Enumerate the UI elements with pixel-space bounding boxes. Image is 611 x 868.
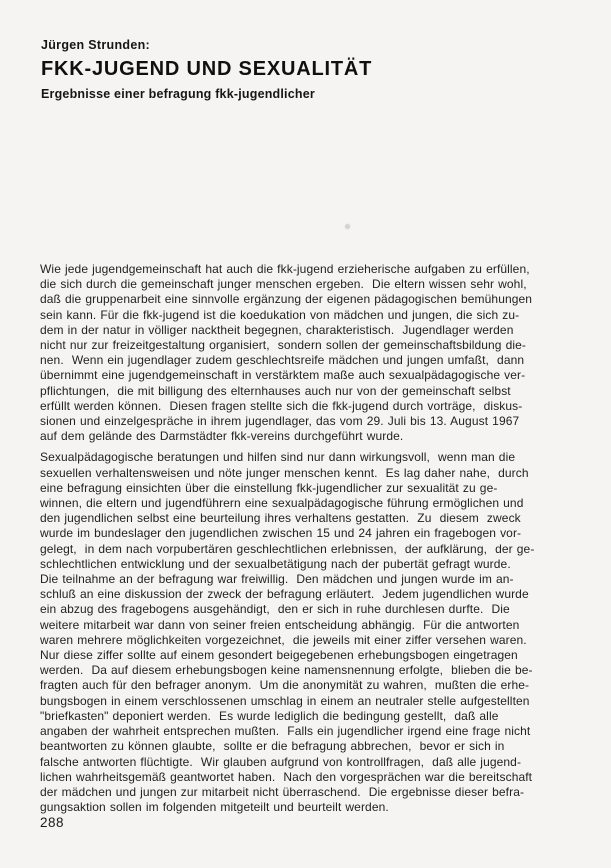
- text-line: schlechtlichen entwicklung und der sexualbetätigung nach der pubertät gefragt wurde.: [40, 556, 511, 571]
- text-line: übernimmt eine jugendgemeinschaft in verstärktem maße auch sexualpädagogische ver-: [40, 368, 526, 383]
- text-line: Nur diese ziffer sollte auf einem gesondert beigegebenen erhebungsbogen eingetragen: [40, 648, 518, 663]
- text-line: gungsaktion sollen im folgenden mitgeteilt und beurteilt werden.: [40, 800, 389, 815]
- body-text: [40, 262, 572, 821]
- text-line: Sexualpädagogische beratungen und hilfen sind nur dann wirkungsvoll, wenn man die: [40, 450, 516, 465]
- text-line: dem in der natur in völliger nacktheit begegnen, charakteristisch. Jugendlager werden: [40, 322, 514, 337]
- text-line: pflichtungen, die mit billigung des elternhauses auch nur von der gemeinschaft selbst: [40, 383, 511, 398]
- text-line: lichen wahrheitsgemäß geantwortet haben. Nach den vorgesprächen war die bereitschaft: [40, 769, 533, 784]
- text-line: sionen und einzelgespräche in ihrem jugendlager, das vom 29. Juli bis 13. August 1967: [40, 414, 520, 429]
- text-line: auf dem gelände des Darmstädter fkk-vereins durchgeführt wurde.: [40, 429, 404, 444]
- text-line: nen. Wenn ein jugendlager zudem geschlechtsreife mädchen und jungen umfaßt, dann: [40, 353, 525, 368]
- text-line: ein abzug des fragebogens ausgehändigt, den er sich in ruhe durchlesen durfte. Die: [40, 602, 510, 617]
- text-line: bungsbogen in einem verschlossenen umschlag in einem an neutraler stelle aufgestellten: [40, 693, 530, 708]
- text-line: beantworten zu können glaubte, sollte er die befragung abbrechen, bevor er sich in: [40, 739, 505, 754]
- text-line: Wie jede jugendgemeinschaft hat auch die fkk-jugend erzieherische aufgaben zu erfüllen,: [40, 262, 530, 276]
- subtitle: Ergebnisse einer befragung fkk-jugendlicher: [41, 87, 315, 101]
- text-line: eine befragung einsichten über die einstellung fkk-jugendlicher zur sexualität zu ge-: [40, 480, 498, 495]
- text-line: schluß an eine diskussion der zweck der befragung erläutert. Jedem jugendlichen wurde: [40, 587, 529, 602]
- text-line: weitere mitarbeit war dann von seiner freien entscheidung abhängig. Für die antworten: [40, 617, 520, 632]
- text-line: gelegt, in dem nach vorpubertären geschlechtlichen erlebnissen, der aufklärung, der ge-: [40, 541, 535, 556]
- header-block: [41, 38, 372, 101]
- page-title: FKK-JUGEND UND SEXUALITÄT: [41, 58, 373, 80]
- text-line: "briefkasten" deponiert werden. Es wurde lediglich die bedingung gestellt, daß alle: [40, 708, 499, 723]
- scan-speck: [345, 224, 350, 229]
- paragraph: [40, 450, 572, 815]
- text-line: nicht nur zur freizeitgestaltung organisiert, sondern sollen der gemeinschaftsbildung die-: [40, 338, 527, 353]
- text-line: wurde im bundeslager den jugendlichen zwischen 15 und 24 jahren ein fragebogen vor-: [40, 526, 522, 541]
- text-line: werden. Da auf diesem erhebungsbogen keine namensnennung erfolgte, blieben die be-: [40, 663, 533, 678]
- page-number: 288: [40, 815, 65, 830]
- text-line: sein kann. Für die fkk-jugend ist die koedukation von mädchen und jungen, die sich zu-: [40, 307, 520, 322]
- author-line: Jürgen Strunden:: [41, 38, 150, 52]
- text-line: erfüllt werden können. Diesen fragen stellte sich die fkk-jugend durch vorträge, diskus-: [40, 398, 523, 413]
- text-line: falsche antworten flüchtigte. Wir glauben aufgrund von kontrollfragen, daß alle jugend-: [40, 754, 522, 769]
- text-line: daß die gruppenarbeit eine sinnvolle ergänzung der eigenen pädagogischen bemühungen: [40, 292, 533, 307]
- text-line: winnen, die eltern und jugendführern eine sexualpädagogische führung ermöglichen und: [40, 496, 524, 511]
- text-line: der mädchen und jungen zur mitarbeit nicht überraschend. Die ergebnisse dieser befra-: [40, 784, 525, 799]
- text-line: fragten auch für den befrager anonym. Um die anonymität zu wahren, mußten die erhe-: [40, 678, 530, 693]
- text-line: den jugendlichen selbst eine beurteilung ihres verhaltens gestatten. Zu diesem zweck: [40, 511, 521, 526]
- text-line: angaben der wahrheit entsprechen mußten. Falls ein jugendlicher irgend eine frage nicht: [40, 724, 531, 739]
- text-line: waren mehrere möglichkeiten vorgezeichnet, die jeweils mit einer ziffer versehen waren.: [40, 632, 527, 647]
- paragraph: [40, 262, 572, 444]
- text-line: Die teilnahme an der befragung war freiwillig. Den mädchen und jungen wurde im an-: [40, 572, 514, 587]
- text-line: sexuellen verhaltensweisen und nöte junger menschen kennt. Es lag daher nahe, durch: [40, 465, 529, 480]
- text-line: die sich durch die gemeinschaft junger menschen ergeben. Die eltern wissen sehr wohl,: [40, 277, 527, 292]
